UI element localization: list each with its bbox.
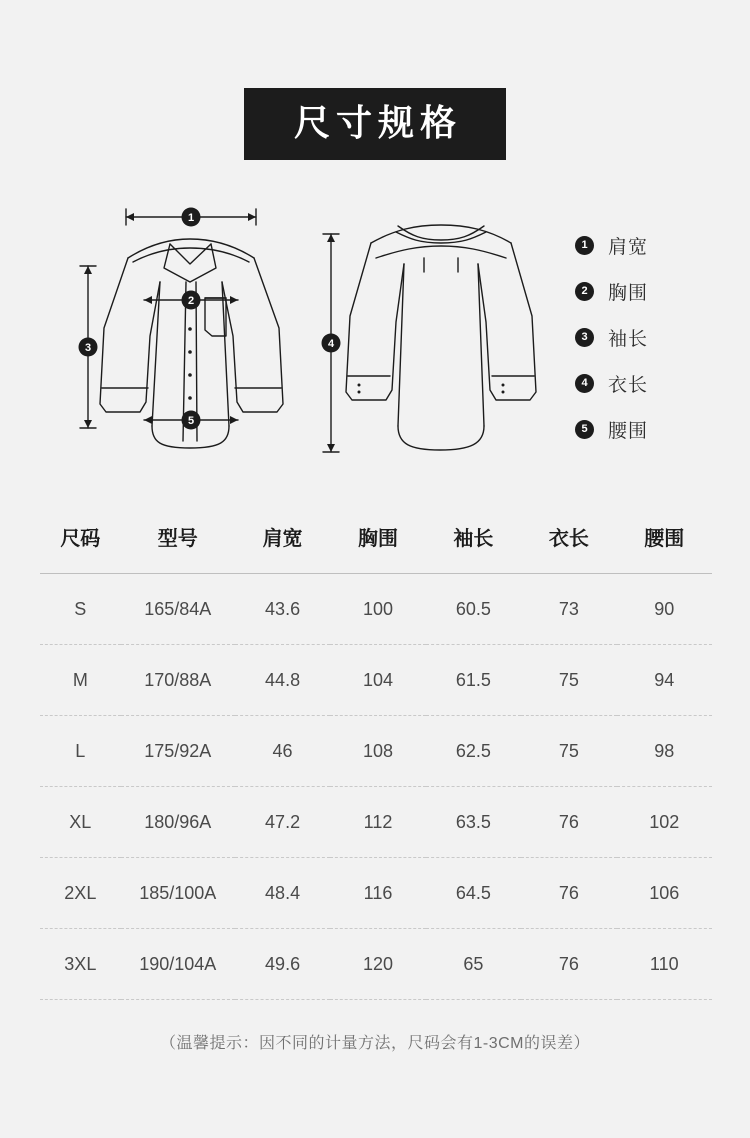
- cell-size: 3XL: [40, 929, 121, 1000]
- size-table: [40, 512, 712, 1000]
- legend-item-5: [575, 412, 735, 446]
- svg-text:3: 3: [84, 342, 92, 354]
- marker-1: [182, 208, 201, 227]
- cell-length: 73: [521, 574, 616, 645]
- cell-length: 76: [521, 929, 616, 1000]
- cell-length: 76: [521, 787, 616, 858]
- cell-shoulder: 49.6: [235, 929, 330, 1000]
- svg-text:4: 4: [327, 338, 335, 350]
- svg-text:5: 5: [187, 415, 195, 427]
- cell-model: 180/96A: [121, 787, 235, 858]
- marker-5: [182, 411, 201, 430]
- cell-waist: 110: [617, 929, 712, 1000]
- cell-chest: 112: [330, 787, 425, 858]
- table-header-length: 衣长: [548, 528, 589, 550]
- cell-length: 75: [521, 716, 616, 787]
- cell-shoulder: 46: [235, 716, 330, 787]
- cell-chest: 108: [330, 716, 425, 787]
- size-note: （温馨提示：因不同的计量方法，尺码会有1-3CM的误差）: [159, 1035, 590, 1052]
- back-view-shirt: [346, 225, 536, 450]
- cell-chest: 100: [330, 574, 425, 645]
- cell-size: XL: [40, 787, 121, 858]
- table-header-model: 型号: [157, 528, 198, 550]
- cell-waist: 102: [617, 787, 712, 858]
- page-title: 尺寸规格: [244, 88, 506, 160]
- cell-sleeve: 64.5: [426, 858, 521, 929]
- page-title-wrapper: [0, 88, 750, 160]
- legend-label-2: 胸围: [608, 282, 649, 304]
- cell-sleeve: 65: [426, 929, 521, 1000]
- cell-chest: 120: [330, 929, 425, 1000]
- cell-sleeve: 61.5: [426, 645, 521, 716]
- cell-model: 165/84A: [121, 574, 235, 645]
- cell-sleeve: 62.5: [426, 716, 521, 787]
- cell-chest: 104: [330, 645, 425, 716]
- legend-item-3: [575, 320, 735, 354]
- cell-size: S: [40, 574, 121, 645]
- cell-model: 170/88A: [121, 645, 235, 716]
- marker-2: [182, 291, 201, 310]
- size-table-head: [40, 512, 712, 574]
- cell-chest: 116: [330, 858, 425, 929]
- table-header-size: 尺码: [60, 528, 101, 550]
- svg-text:1: 1: [187, 212, 195, 224]
- size-table-wrapper: [40, 512, 712, 1000]
- table-header-shoulder: 肩宽: [262, 528, 303, 550]
- legend-number-1: 1: [575, 236, 594, 255]
- legend-number-5: 5: [575, 420, 594, 439]
- table-header-row: [40, 512, 712, 574]
- legend-label-4: 衣长: [608, 374, 649, 396]
- cell-sleeve: 63.5: [426, 787, 521, 858]
- table-row: [40, 716, 712, 787]
- legend-number-3: 3: [575, 328, 594, 347]
- table-header-chest: 胸围: [357, 528, 398, 550]
- cell-length: 75: [521, 645, 616, 716]
- legend-label-3: 袖长: [608, 328, 649, 350]
- cell-shoulder: 48.4: [235, 858, 330, 929]
- legend-item-2: [575, 274, 735, 308]
- table-row: [40, 645, 712, 716]
- cell-shoulder: 47.2: [235, 787, 330, 858]
- table-row: [40, 787, 712, 858]
- cell-model: 175/92A: [121, 716, 235, 787]
- marker-4: [322, 334, 341, 353]
- legend-label-1: 肩宽: [608, 236, 649, 258]
- table-header-sleeve: 袖长: [453, 528, 494, 550]
- cell-waist: 106: [617, 858, 712, 929]
- legend-label-5: 腰围: [608, 420, 649, 442]
- cell-sleeve: 60.5: [426, 574, 521, 645]
- svg-text:2: 2: [187, 295, 195, 307]
- cell-size: M: [40, 645, 121, 716]
- cell-length: 76: [521, 858, 616, 929]
- cell-waist: 98: [617, 716, 712, 787]
- cell-shoulder: 43.6: [235, 574, 330, 645]
- cell-shoulder: 44.8: [235, 645, 330, 716]
- table-row: [40, 858, 712, 929]
- legend-number-4: 4: [575, 374, 594, 393]
- marker-3: [79, 338, 98, 357]
- legend-number-2: 2: [575, 282, 594, 301]
- cell-size: 2XL: [40, 858, 121, 929]
- legend-item-4: [575, 366, 735, 400]
- cell-waist: 90: [617, 574, 712, 645]
- table-header-waist: 腰围: [644, 528, 685, 550]
- legend-item-1: [575, 228, 735, 262]
- measurement-legend: [575, 228, 735, 458]
- cell-size: L: [40, 716, 121, 787]
- cell-model: 185/100A: [121, 858, 235, 929]
- cell-waist: 94: [617, 645, 712, 716]
- table-row: [40, 929, 712, 1000]
- cell-model: 190/104A: [121, 929, 235, 1000]
- table-row: [40, 574, 712, 645]
- size-table-body: [40, 574, 712, 1000]
